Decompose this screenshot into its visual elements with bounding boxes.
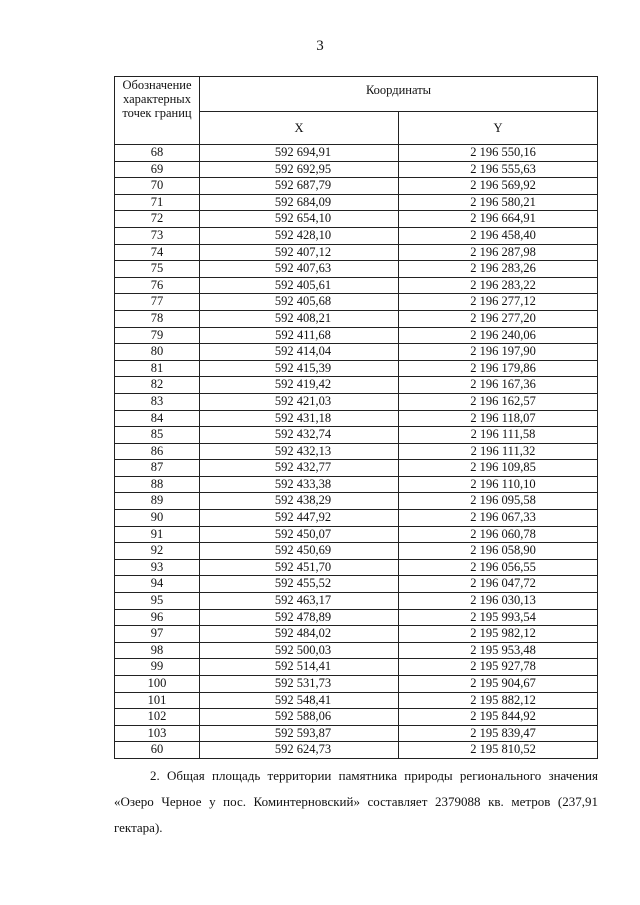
point-cell: 85 [115, 427, 200, 444]
point-cell: 70 [115, 178, 200, 195]
header-points: Обозначение характерных точек границ [115, 77, 200, 145]
y-cell: 2 196 060,78 [399, 526, 598, 543]
point-cell: 101 [115, 692, 200, 709]
table-row [115, 161, 598, 178]
y-cell: 2 195 982,12 [399, 626, 598, 643]
point-cell: 98 [115, 642, 200, 659]
y-cell: 2 196 458,40 [399, 227, 598, 244]
point-cell: 94 [115, 576, 200, 593]
y-cell: 2 196 277,12 [399, 294, 598, 311]
table-row [115, 692, 598, 709]
y-cell: 2 196 580,21 [399, 194, 598, 211]
point-cell: 91 [115, 526, 200, 543]
x-cell: 592 694,91 [200, 145, 399, 162]
point-cell: 87 [115, 460, 200, 477]
coordinates-table-body [115, 145, 598, 759]
point-cell: 86 [115, 443, 200, 460]
y-cell: 2 196 197,90 [399, 344, 598, 361]
point-cell: 102 [115, 709, 200, 726]
y-cell: 2 196 283,22 [399, 277, 598, 294]
point-cell: 75 [115, 261, 200, 278]
table-row [115, 510, 598, 527]
y-cell: 2 196 550,16 [399, 145, 598, 162]
x-cell: 592 548,41 [200, 692, 399, 709]
table-row [115, 443, 598, 460]
x-cell: 592 447,92 [200, 510, 399, 527]
x-cell: 592 450,07 [200, 526, 399, 543]
x-cell: 592 428,10 [200, 227, 399, 244]
table-row [115, 211, 598, 228]
x-cell: 592 405,61 [200, 277, 399, 294]
point-cell: 60 [115, 742, 200, 759]
y-cell: 2 196 095,58 [399, 493, 598, 510]
y-cell: 2 196 283,26 [399, 261, 598, 278]
table-row [115, 460, 598, 477]
x-cell: 592 451,70 [200, 559, 399, 576]
x-cell: 592 450,69 [200, 543, 399, 560]
point-cell: 76 [115, 277, 200, 294]
y-cell: 2 196 047,72 [399, 576, 598, 593]
x-cell: 592 438,29 [200, 493, 399, 510]
table-row [115, 559, 598, 576]
x-cell: 592 588,06 [200, 709, 399, 726]
x-cell: 592 484,02 [200, 626, 399, 643]
y-cell: 2 196 555,63 [399, 161, 598, 178]
table-row [115, 476, 598, 493]
point-cell: 92 [115, 543, 200, 560]
y-cell: 2 196 030,13 [399, 593, 598, 610]
table-row [115, 427, 598, 444]
x-cell: 592 432,77 [200, 460, 399, 477]
point-cell: 95 [115, 593, 200, 610]
point-cell: 96 [115, 609, 200, 626]
table-row [115, 344, 598, 361]
x-cell: 592 419,42 [200, 377, 399, 394]
table-row [115, 294, 598, 311]
point-cell: 80 [115, 344, 200, 361]
x-cell: 592 654,10 [200, 211, 399, 228]
x-cell: 592 432,13 [200, 443, 399, 460]
y-cell: 2 196 118,07 [399, 410, 598, 427]
point-cell: 68 [115, 145, 200, 162]
y-cell: 2 196 569,92 [399, 178, 598, 195]
header-x: X [200, 112, 399, 145]
table-row [115, 178, 598, 195]
y-cell: 2 195 953,48 [399, 642, 598, 659]
x-cell: 592 407,12 [200, 244, 399, 261]
x-cell: 592 431,18 [200, 410, 399, 427]
x-cell: 592 514,41 [200, 659, 399, 676]
point-cell: 78 [115, 310, 200, 327]
y-cell: 2 196 664,91 [399, 211, 598, 228]
point-cell: 73 [115, 227, 200, 244]
y-cell: 2 195 810,52 [399, 742, 598, 759]
table-row [115, 493, 598, 510]
header-y: Y [399, 112, 598, 145]
table-row [115, 725, 598, 742]
y-cell: 2 195 927,78 [399, 659, 598, 676]
table-row [115, 145, 598, 162]
x-cell: 592 684,09 [200, 194, 399, 211]
table-row [115, 576, 598, 593]
table-row [115, 244, 598, 261]
table-row [115, 327, 598, 344]
x-cell: 592 455,52 [200, 576, 399, 593]
x-cell: 592 415,39 [200, 360, 399, 377]
x-cell: 592 407,63 [200, 261, 399, 278]
point-cell: 82 [115, 377, 200, 394]
y-cell: 2 196 056,55 [399, 559, 598, 576]
x-cell: 592 500,03 [200, 642, 399, 659]
y-cell: 2 196 111,58 [399, 427, 598, 444]
table-row [115, 277, 598, 294]
point-cell: 74 [115, 244, 200, 261]
y-cell: 2 196 240,06 [399, 327, 598, 344]
page-number: 3 [316, 38, 324, 54]
table-row [115, 659, 598, 676]
table-row [115, 377, 598, 394]
point-cell: 77 [115, 294, 200, 311]
point-cell: 93 [115, 559, 200, 576]
table-row [115, 410, 598, 427]
point-cell: 99 [115, 659, 200, 676]
point-cell: 89 [115, 493, 200, 510]
table-row [115, 360, 598, 377]
table-row [115, 261, 598, 278]
point-cell: 88 [115, 476, 200, 493]
point-cell: 72 [115, 211, 200, 228]
point-cell: 90 [115, 510, 200, 527]
table-row [115, 742, 598, 759]
x-cell: 592 432,74 [200, 427, 399, 444]
point-cell: 83 [115, 393, 200, 410]
y-cell: 2 196 111,32 [399, 443, 598, 460]
x-cell: 592 421,03 [200, 393, 399, 410]
y-cell: 2 196 110,10 [399, 476, 598, 493]
area-paragraph [114, 763, 598, 841]
y-cell: 2 195 839,47 [399, 725, 598, 742]
y-cell: 2 195 993,54 [399, 609, 598, 626]
table-row [115, 393, 598, 410]
table-row [115, 194, 598, 211]
table-row [115, 227, 598, 244]
table-row [115, 676, 598, 693]
table-row [115, 642, 598, 659]
point-cell: 97 [115, 626, 200, 643]
x-cell: 592 687,79 [200, 178, 399, 195]
x-cell: 592 433,38 [200, 476, 399, 493]
x-cell: 592 593,87 [200, 725, 399, 742]
y-cell: 2 196 058,90 [399, 543, 598, 560]
y-cell: 2 196 179,86 [399, 360, 598, 377]
y-cell: 2 196 167,36 [399, 377, 598, 394]
table-row [115, 543, 598, 560]
header-coordinates: Координаты [200, 77, 598, 112]
y-cell: 2 196 109,85 [399, 460, 598, 477]
table-row [115, 709, 598, 726]
y-cell: 2 196 277,20 [399, 310, 598, 327]
x-cell: 592 478,89 [200, 609, 399, 626]
x-cell: 592 463,17 [200, 593, 399, 610]
y-cell: 2 195 904,67 [399, 676, 598, 693]
point-cell: 79 [115, 327, 200, 344]
area-paragraph-text: 2. Общая площадь территории памятника природы регионального значения «Озеро Черное у пос. Коминтерновский» составляет 2379088 кв. метров (237,91 гектара). [114, 768, 598, 835]
point-cell: 84 [115, 410, 200, 427]
y-cell: 2 195 844,92 [399, 709, 598, 726]
x-cell: 592 405,68 [200, 294, 399, 311]
y-cell: 2 195 882,12 [399, 692, 598, 709]
x-cell: 592 692,95 [200, 161, 399, 178]
point-cell: 71 [115, 194, 200, 211]
table-row [115, 593, 598, 610]
point-cell: 69 [115, 161, 200, 178]
x-cell: 592 624,73 [200, 742, 399, 759]
y-cell: 2 196 067,33 [399, 510, 598, 527]
table-row [115, 626, 598, 643]
x-cell: 592 411,68 [200, 327, 399, 344]
table-row [115, 526, 598, 543]
table-row [115, 310, 598, 327]
point-cell: 81 [115, 360, 200, 377]
x-cell: 592 408,21 [200, 310, 399, 327]
table-row [115, 609, 598, 626]
point-cell: 103 [115, 725, 200, 742]
point-cell: 100 [115, 676, 200, 693]
y-cell: 2 196 287,98 [399, 244, 598, 261]
x-cell: 592 531,73 [200, 676, 399, 693]
x-cell: 592 414,04 [200, 344, 399, 361]
y-cell: 2 196 162,57 [399, 393, 598, 410]
coordinates-table [114, 76, 598, 759]
